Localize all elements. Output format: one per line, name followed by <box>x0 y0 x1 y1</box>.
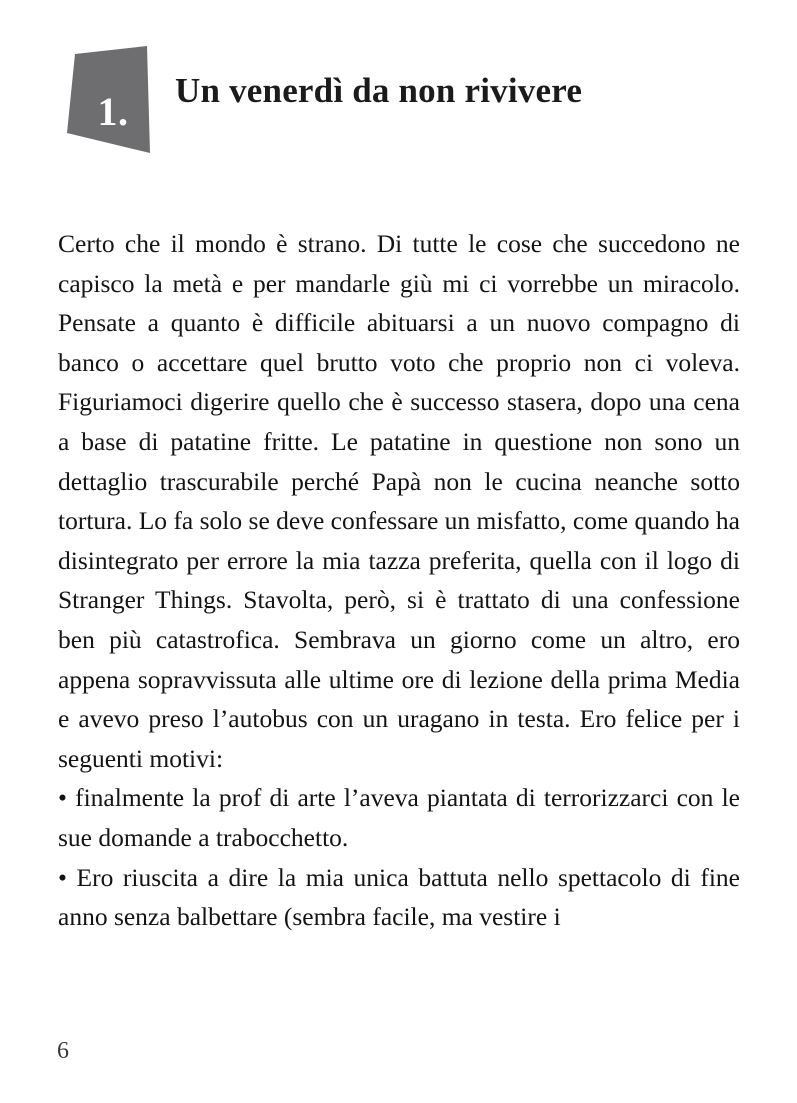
chapter-number-label: 1. <box>97 88 129 134</box>
body-text-column <box>58 224 740 937</box>
body-paragraph: Certo che il mondo è strano. Di tutte le cose che succedono ne capisco la metà e per mandarle giù mi ci vorrebbe un miracolo. Pensate a quanto è difficile abituarsi a un nuovo compagno di banco o accettare quel brutto voto che proprio non ci voleva. Figuriamoci digerire quello che è successo stasera, dopo una cena a base di patatine fritte. Le patatine in questione non sono un dettaglio trascurabile perché Papà non le cucina neanche sotto tortura. Lo fa solo se deve confessare un misfatto, come quando ha disintegrato per errore la mia tazza preferita, quella con il logo di Stranger Things. Stavolta, però, si è trattato di una confessione ben più catastrofica. Sembrava un giorno come un altro, ero appena sopravvissuta alle ultime ore di lezione della prima Media e avevo preso l’autobus con un uragano in testa. Ero felice per i seguenti motivi: <box>58 229 740 773</box>
page-number: 6 <box>57 1038 69 1064</box>
chapter-title: Un venerdì da non rivivere <box>175 71 583 110</box>
chapter-header <box>0 0 797 190</box>
body-bullet-item: • Ero riuscita a dire la mia unica battuta nello spettacolo di fine anno senza balbettare (sembra facile, ma vestire i <box>58 862 740 932</box>
body-bullet-item: • finalmente la prof di arte l’aveva piantata di terrorizzarci con le sue domande a trabocchetto. <box>58 783 740 852</box>
